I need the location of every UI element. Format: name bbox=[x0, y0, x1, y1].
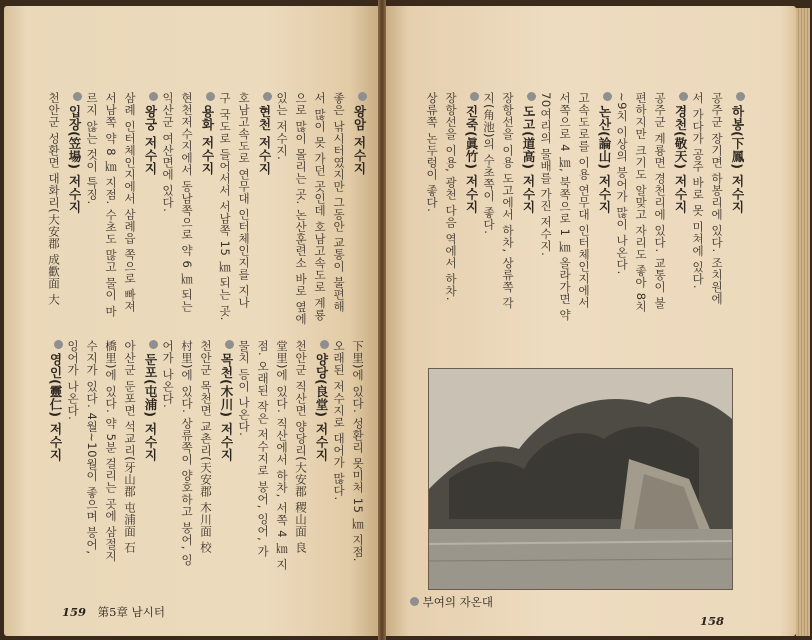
section-heading bbox=[141, 92, 159, 175]
text-line-content: 橋里)에 있다. 약 5분 걸리는 곳에 삼절지 bbox=[104, 340, 118, 562]
text-line bbox=[179, 340, 195, 566]
text-line bbox=[350, 340, 366, 562]
left-page-footer bbox=[62, 604, 165, 620]
text-line-content: 잉어가 나온다. bbox=[66, 340, 80, 421]
text-line bbox=[481, 92, 497, 234]
photo-caption-text: 부여의 자온대 bbox=[422, 595, 493, 609]
text-line-content: 좋은 낚시터였지만 그동안 교통이 불편해 bbox=[332, 92, 346, 313]
text-line bbox=[293, 92, 309, 325]
text-line-content: 70여리의 물배를 가진 저수지. bbox=[539, 92, 553, 257]
text-line-content: 있는 저수지. bbox=[275, 92, 289, 161]
text-line bbox=[557, 92, 573, 321]
text-line bbox=[217, 92, 233, 321]
text-line bbox=[443, 92, 459, 301]
bullet-icon bbox=[54, 340, 63, 349]
section-heading bbox=[198, 92, 216, 175]
right-page-number: 158 bbox=[700, 614, 725, 628]
text-line bbox=[312, 92, 328, 321]
bullet-icon bbox=[410, 597, 419, 606]
section-heading bbox=[595, 92, 613, 213]
section-heading bbox=[350, 92, 368, 175]
text-line bbox=[274, 340, 290, 570]
text-line bbox=[160, 92, 176, 212]
text-line-content: 서 많이 못 가던 곳인데 호남고속도로 계룡 bbox=[313, 92, 327, 321]
text-line bbox=[103, 92, 119, 317]
text-line-content: 호남고속도로 연무대 인터체인지를 지나 bbox=[237, 92, 251, 309]
text-line-content: 아산군 둔포면 석교리(牙山郡 屯浦面 石 bbox=[123, 340, 137, 554]
text-line-content: 상류쪽 논두렁이 좋다. bbox=[425, 92, 439, 213]
text-line-content: 지(角池)의 수초쪽이 좋다. bbox=[482, 92, 496, 235]
bullet-icon bbox=[73, 92, 82, 101]
text-line-content: ∼9치 이상의 붕어가 많이 나온다. bbox=[615, 92, 629, 275]
text-line-content: 오래된 저수지로 대어가 많다. bbox=[332, 340, 346, 501]
page-edges bbox=[796, 8, 810, 636]
text-line bbox=[122, 340, 138, 554]
book-gutter bbox=[378, 0, 386, 640]
text-line bbox=[424, 92, 440, 212]
section-heading bbox=[312, 340, 330, 461]
text-line-content: 장항선을 이용 도고에서 하차, 상류쪽 각 bbox=[501, 92, 515, 309]
section-heading bbox=[255, 92, 273, 175]
bullet-icon bbox=[206, 92, 215, 101]
photo-illustration bbox=[429, 369, 732, 589]
text-line-content: 수지가 있다. 4월∼10월이 좋으며 붕어, bbox=[85, 340, 99, 555]
section-heading-text: 경천(敬天) 저수지 bbox=[673, 105, 688, 214]
text-line-content: 서남쪽 약 8 ㎞ 지점. 수초도 많고 물이 마 bbox=[104, 92, 118, 318]
bullet-icon bbox=[149, 340, 158, 349]
text-line-content: 삼례 인터체인지에서 삼례읍 쪽으로 빠져 bbox=[123, 92, 137, 313]
section-heading-text: 진죽(眞竹) 저수지 bbox=[464, 105, 479, 214]
section-heading-text: 왕암 저수지 bbox=[352, 105, 367, 175]
left-page-number: 159 bbox=[62, 605, 87, 619]
section-heading-text: 도고(道高) 저수지 bbox=[521, 105, 536, 214]
text-line bbox=[331, 340, 347, 501]
section-heading-text: 왕궁 저수지 bbox=[143, 105, 158, 175]
section-heading-text: 현천 저수지 bbox=[257, 105, 272, 175]
text-line-content: 어가 나온다. bbox=[161, 340, 175, 409]
bullet-icon bbox=[263, 92, 272, 101]
text-line-content: 익산군 여산면에 있다. bbox=[161, 92, 175, 213]
text-line bbox=[709, 92, 725, 305]
text-line bbox=[84, 340, 100, 555]
section-heading bbox=[519, 92, 537, 213]
text-line-content: 천안군 직산면 양당리(大安郡 稷山面 良 bbox=[294, 340, 308, 554]
section-heading-text: 입장(笠場) 저수지 bbox=[67, 105, 82, 214]
section-heading bbox=[671, 92, 689, 213]
text-line-content: 고속도로를 이용 연무대 인터체인지에서 bbox=[577, 92, 591, 309]
text-line bbox=[293, 340, 309, 554]
text-line bbox=[614, 92, 630, 275]
text-line-content: 공주군 계룡면 경천리에 있다. 교통이 불 bbox=[653, 92, 667, 309]
text-line bbox=[274, 92, 290, 160]
photo-caption bbox=[410, 594, 493, 610]
text-line bbox=[331, 92, 347, 313]
text-line bbox=[160, 340, 176, 408]
section-heading-text: 양당(良堂) 저수지 bbox=[314, 353, 329, 462]
bullet-icon bbox=[358, 92, 367, 101]
section-heading-text: 영인(靈仁) 저수지 bbox=[48, 353, 63, 462]
section-heading bbox=[141, 340, 159, 461]
text-line bbox=[46, 92, 62, 306]
text-line bbox=[236, 340, 252, 436]
text-line-content: 村里)에 있다. 상류쪽이 양호하고 붕어, 잉 bbox=[180, 340, 194, 567]
bullet-icon bbox=[149, 92, 158, 101]
text-line bbox=[84, 92, 100, 205]
bullet-icon bbox=[736, 92, 745, 101]
bullet-icon bbox=[527, 92, 536, 101]
text-line bbox=[198, 340, 214, 554]
bullet-icon bbox=[603, 92, 612, 101]
text-line-content: 점. 오래된 작은 저수지로 붕어, 잉어, 가 bbox=[256, 340, 270, 558]
text-line bbox=[576, 92, 592, 308]
section-heading bbox=[46, 340, 64, 461]
bullet-icon bbox=[320, 340, 329, 349]
text-line bbox=[65, 340, 81, 420]
text-line bbox=[538, 92, 554, 256]
section-heading-text: 하봉(下鳳) 저수지 bbox=[730, 105, 745, 214]
text-line bbox=[652, 92, 668, 309]
text-line bbox=[633, 92, 649, 313]
running-title: 第5章 남시터 bbox=[97, 605, 165, 619]
text-line bbox=[690, 92, 706, 289]
text-line-content: 구 국도로 들어서서 서남쪽 15 ㎞ 되는 곳. bbox=[218, 92, 232, 321]
text-line bbox=[500, 92, 516, 309]
text-line bbox=[236, 92, 252, 308]
text-line bbox=[255, 340, 271, 557]
text-line-content: 편하지만 크기도 알맞고 자리도 좋아 8치 bbox=[634, 92, 648, 313]
text-line bbox=[179, 92, 195, 313]
text-line-content: 천안군 성환면 대화리(大安郡 成歡面 大 bbox=[47, 92, 61, 306]
section-heading-text: 둔포(屯浦) 저수지 bbox=[143, 353, 158, 462]
section-heading bbox=[728, 92, 746, 213]
text-line-content: 堂里)에 있다. 직산에서 하차, 서쪽 4 ㎞ 지 bbox=[275, 340, 289, 571]
bullet-icon bbox=[679, 92, 688, 101]
text-line-content: 으로 많이 몰리는 곳. 논산훈련소 바로 옆에 bbox=[294, 92, 308, 326]
bullet-icon bbox=[225, 340, 234, 349]
text-line bbox=[103, 340, 119, 562]
text-line-content: 르지 않는 것이 특징. bbox=[85, 92, 99, 205]
section-heading bbox=[217, 340, 235, 461]
text-line-content: 공주군 장기면 하봉리에 있다. 조치원에 bbox=[710, 92, 724, 305]
text-line-content: 물치 등이 나온다. bbox=[237, 340, 251, 437]
text-line-content: 下里)에 있다. 성환리 못미처 15 ㎞ 지점. bbox=[351, 340, 365, 562]
text-line-content: 서 가다가 공주 바로 못 미쳐에 있다. bbox=[691, 92, 705, 290]
section-heading-text: 용화 저수지 bbox=[200, 105, 215, 175]
section-heading-text: 논산(論山) 저수지 bbox=[597, 105, 612, 214]
photo-jaondae bbox=[428, 368, 733, 590]
text-line bbox=[122, 92, 138, 313]
text-line-content: 서쪽으로 4 ㎞, 북쪽으로 1 ㎞ 올라가면 약 bbox=[558, 92, 572, 321]
section-heading bbox=[65, 92, 83, 213]
text-line-content: 현천저수지에서 동남쪽으로 약 6 ㎞ 되는 bbox=[180, 92, 194, 313]
text-line-content: 장항선을 이용, 광천 다음 역에서 하차. bbox=[444, 92, 458, 302]
bullet-icon bbox=[470, 92, 479, 101]
section-heading-text: 목천(木川) 저수지 bbox=[219, 353, 234, 462]
section-heading bbox=[462, 92, 480, 213]
text-line-content: 천안군 목천면 교촌리(天安郡 木川面 校 bbox=[199, 340, 213, 554]
